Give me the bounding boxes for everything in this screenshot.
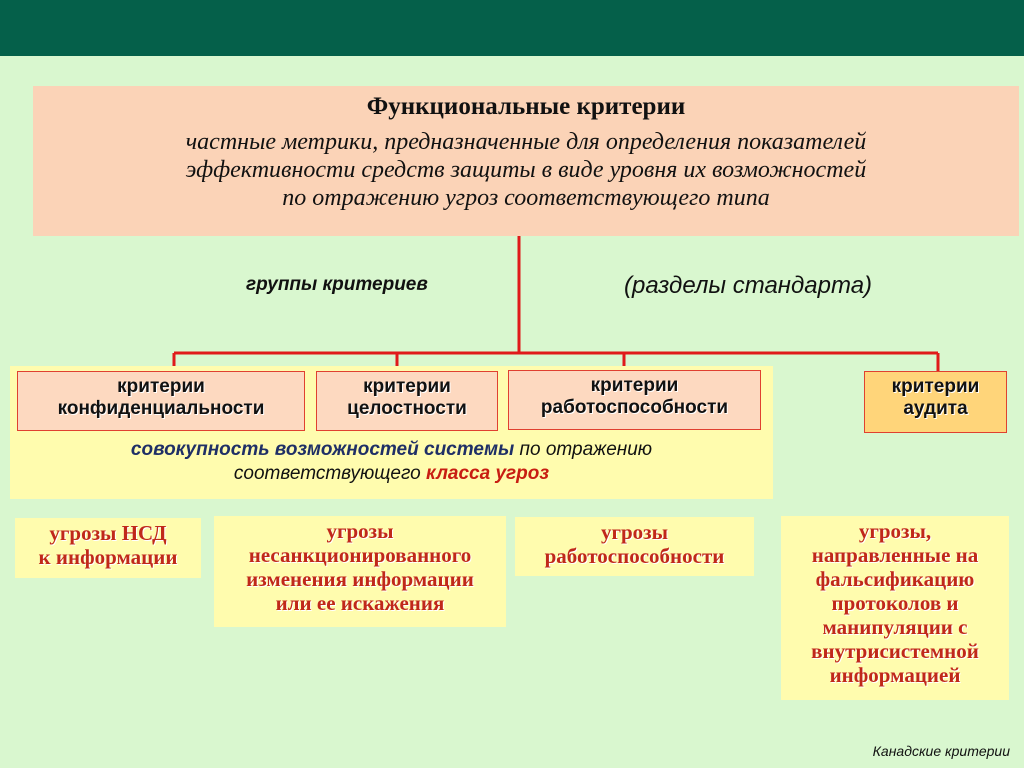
threat-line: фальсификацию (815, 567, 975, 591)
capabilities-emphasis: совокупность возможностей системы (130, 439, 515, 460)
definition-line: эффективности средств защиты в виде уровня их возможностей (185, 157, 867, 183)
threat-line: к информации (38, 545, 178, 569)
criteria-audit (864, 371, 1007, 433)
definition-title: Функциональные критерии (366, 93, 686, 120)
threat-availability (515, 517, 754, 576)
threat-line: угрозы, (858, 519, 932, 543)
threat-line: угрозы НСД (49, 521, 167, 545)
criteria-integrity (316, 371, 498, 431)
threat-line: угрозы (600, 520, 669, 544)
criteria-line: критерии (117, 376, 205, 397)
criteria-line: конфиденциальности (57, 398, 265, 419)
capabilities-normal: по отражению (514, 439, 653, 460)
criteria-availability (508, 370, 761, 430)
threat-line: изменения информации (246, 567, 474, 591)
threat-line: манипуляции с (822, 615, 968, 639)
definition-line: частные метрики, предназначенные для определения показателей (185, 129, 867, 155)
criteria-line: критерии (891, 376, 980, 397)
groups-label: группы критериев (246, 274, 428, 295)
threat-line: или ее искажения (275, 591, 445, 615)
threat-line: работоспособности (544, 544, 725, 568)
criteria-line: критерии (590, 375, 679, 396)
capabilities-line (10, 462, 773, 486)
criteria-line: аудита (903, 398, 968, 419)
criteria-line: критерии (363, 376, 451, 397)
capabilities-line (10, 438, 773, 462)
capabilities-text (10, 438, 773, 486)
threat-unauthorized-change (214, 516, 506, 627)
criteria-line: работоспособности (540, 397, 729, 418)
footer-caption: Канадские критерии (872, 743, 1010, 759)
definition-line: по отражению угроз соответствующего типа (282, 185, 770, 211)
threat-class-text: класса угроз (425, 463, 550, 484)
threat-line: информацией (829, 663, 961, 687)
criteria-confidentiality (17, 371, 305, 431)
threat-line: направленные на (811, 543, 979, 567)
threat-line: внутрисистемной (811, 639, 979, 663)
threat-line: угрозы (326, 519, 394, 543)
criteria-line: целостности (347, 398, 467, 419)
threat-nsd (15, 518, 201, 578)
sections-label: (разделы стандарта) (624, 272, 873, 299)
threat-audit-falsification (781, 516, 1009, 700)
capabilities-normal: соответствующего (233, 463, 426, 484)
threat-line: протоколов и (831, 591, 959, 615)
threat-line: несанкционированного (248, 543, 472, 567)
